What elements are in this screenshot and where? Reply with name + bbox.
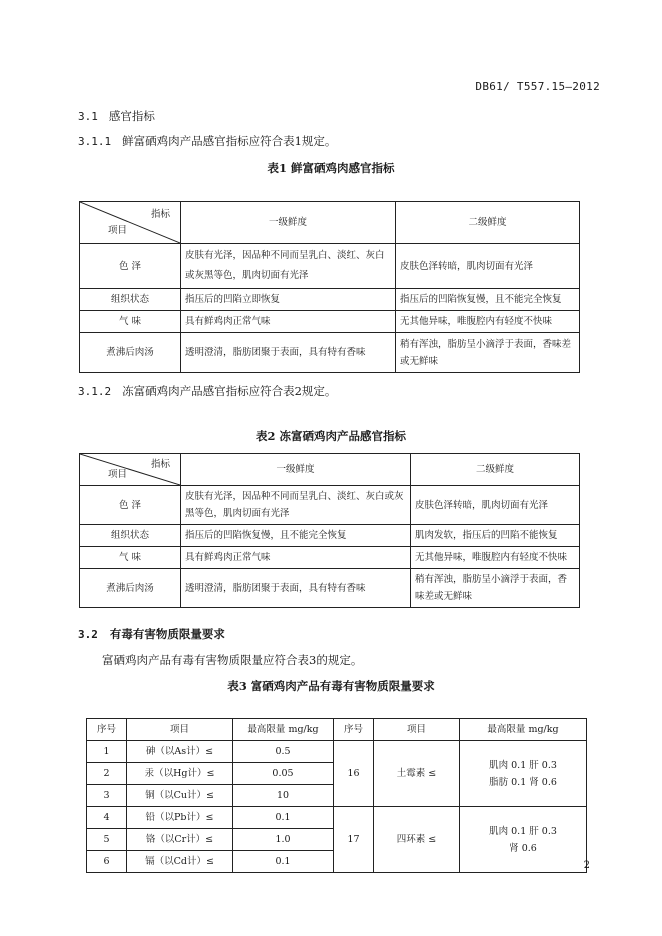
grade1-cell: 皮肤有光泽，因品种不同而呈乳白、淡红、灰白或灰黑等色，肌肉切面有光泽 <box>181 244 396 289</box>
column-header: 二级鲜度 <box>411 454 580 486</box>
corner-header-cell <box>80 454 181 486</box>
limit-line: 脂肪 0.1 肾 0.6 <box>489 776 557 788</box>
row-number: 5 <box>87 829 127 851</box>
section-3-1-2 <box>78 383 336 399</box>
grade1-cell: 指压后的凹陷立即恢复 <box>181 289 396 311</box>
column-header: 二级鲜度 <box>396 202 580 244</box>
table2 <box>79 453 580 608</box>
column-header: 最高限量 mg/kg <box>460 719 587 741</box>
limit-line: 肌肉 0.1 肝 0.3 <box>489 825 557 837</box>
grade2-cell: 指压后的凹陷恢复慢，且不能完全恢复 <box>396 289 580 311</box>
row-number: 17 <box>334 807 374 873</box>
row-item: 镉（以Cd计）≤ <box>127 851 233 873</box>
section-number: 3.1.1 <box>78 135 112 148</box>
row-number: 6 <box>87 851 127 873</box>
column-header: 序号 <box>334 719 374 741</box>
row-limit <box>460 807 587 873</box>
section-title: 有毒有害物质限量要求 <box>109 627 225 641</box>
grade2-cell: 皮肤色泽转暗，肌肉切面有光泽 <box>396 244 580 289</box>
corner-header-cell <box>80 202 181 244</box>
row-item: 铅（以Pb计）≤ <box>127 807 233 829</box>
table3 <box>86 718 587 873</box>
section-3-1-1 <box>78 133 336 149</box>
column-header: 项目 <box>127 719 233 741</box>
row-item: 砷（以As计）≤ <box>127 741 233 763</box>
section-text: 鲜富硒鸡肉产品感官指标应符合表1规定。 <box>122 134 337 148</box>
row-number: 1 <box>87 741 127 763</box>
section-number: 3.2 <box>78 628 98 641</box>
table-row <box>80 244 580 289</box>
corner-bottom-label: 项目 <box>108 225 128 236</box>
grade1-cell: 皮肤有光泽，因品种不同而呈乳白、淡红、灰白或灰黑等色，肌肉切面有光泽 <box>181 486 411 525</box>
row-item: 汞（以Hg计）≤ <box>127 763 233 785</box>
row-number: 2 <box>87 763 127 785</box>
table3-caption: 表3 富硒鸡肉产品有毒有害物质限量要求 <box>227 679 435 693</box>
row-item: 气 味 <box>80 547 181 569</box>
row-limit: 0.5 <box>233 741 334 763</box>
column-header: 最高限量 mg/kg <box>233 719 334 741</box>
limit-line: 肌肉 0.1 肝 0.3 <box>489 759 557 771</box>
table2-caption: 表2 冻富硒鸡肉产品感官指标 <box>255 429 406 443</box>
grade1-cell: 透明澄清，脂肪团聚于表面，具有特有香味 <box>181 333 396 373</box>
column-header: 一级鲜度 <box>181 454 411 486</box>
corner-top-label: 指标 <box>150 209 170 220</box>
table-row <box>87 807 587 829</box>
row-item: 铜（以Cu计）≤ <box>127 785 233 807</box>
table-row <box>80 311 580 333</box>
grade2-cell: 皮肤色泽转暗，肌肉切面有光泽 <box>411 486 580 525</box>
row-limit: 0.05 <box>233 763 334 785</box>
row-item: 铬（以Cr计）≤ <box>127 829 233 851</box>
grade1-cell: 指压后的凹陷恢复慢，且不能完全恢复 <box>181 525 411 547</box>
page-number: 2 <box>583 860 590 871</box>
row-limit: 0.1 <box>233 851 334 873</box>
table-row <box>80 569 580 608</box>
table1-caption: 表1 鲜富硒鸡肉感官指标 <box>267 161 395 175</box>
row-item: 煮沸后肉汤 <box>80 333 181 373</box>
row-number: 4 <box>87 807 127 829</box>
section-title: 感官指标 <box>108 109 155 123</box>
row-item: 组织状态 <box>80 289 181 311</box>
table-header-row <box>87 719 587 741</box>
table-header-row <box>80 454 580 486</box>
row-limit: 10 <box>233 785 334 807</box>
grade2-cell: 无其他异味，唯腹腔内有轻度不快味 <box>411 547 580 569</box>
grade1-cell: 具有鲜鸡肉正常气味 <box>181 311 396 333</box>
row-limit: 1.0 <box>233 829 334 851</box>
row-number: 3 <box>87 785 127 807</box>
row-item: 色 泽 <box>80 244 181 289</box>
grade1-cell: 具有鲜鸡肉正常气味 <box>181 547 411 569</box>
corner-bottom-label: 项目 <box>108 469 128 480</box>
table-header-row <box>80 202 580 244</box>
row-limit: 0.1 <box>233 807 334 829</box>
table-row <box>80 333 580 373</box>
grade1-cell: 透明澄清，脂肪团聚于表面，具有特有香味 <box>181 569 411 608</box>
section-text: 冻富硒鸡肉产品感官指标应符合表2规定。 <box>122 384 337 398</box>
row-item: 色 泽 <box>80 486 181 525</box>
column-header: 序号 <box>87 719 127 741</box>
table-row <box>80 547 580 569</box>
row-item: 煮沸后肉汤 <box>80 569 181 608</box>
row-item: 组织状态 <box>80 525 181 547</box>
section-3-2-heading <box>78 626 225 642</box>
table-row <box>80 289 580 311</box>
section-number: 3.1 <box>78 110 98 123</box>
table-row <box>80 525 580 547</box>
table-row <box>87 741 587 763</box>
section-3-2-text: 富硒鸡肉产品有毒有害物质限量应符合表3的规定。 <box>102 653 363 667</box>
column-header: 项目 <box>374 719 460 741</box>
grade2-cell: 无其他异味，唯腹腔内有轻度不快味 <box>396 311 580 333</box>
section-number: 3.1.2 <box>78 385 112 398</box>
row-item: 气 味 <box>80 311 181 333</box>
row-item: 土霉素 ≤ <box>374 741 460 807</box>
table1 <box>79 201 580 373</box>
column-header: 一级鲜度 <box>181 202 396 244</box>
row-item: 四环素 ≤ <box>374 807 460 873</box>
document-code: DB61/ T557.15—2012 <box>475 80 600 93</box>
row-limit <box>460 741 587 807</box>
corner-top-label: 指标 <box>150 459 170 470</box>
table-row <box>80 486 580 525</box>
grade2-cell: 稍有浑浊，脂肪呈小滴浮于表面，香味差或无鲜味 <box>411 569 580 608</box>
row-number: 16 <box>334 741 374 807</box>
section-3-1-heading <box>78 108 155 124</box>
grade2-cell: 肌肉发软，指压后的凹陷不能恢复 <box>411 525 580 547</box>
limit-line: 肾 0.6 <box>509 842 537 854</box>
grade2-cell: 稍有浑浊，脂肪呈小滴浮于表面，香味差或无鲜味 <box>396 333 580 373</box>
